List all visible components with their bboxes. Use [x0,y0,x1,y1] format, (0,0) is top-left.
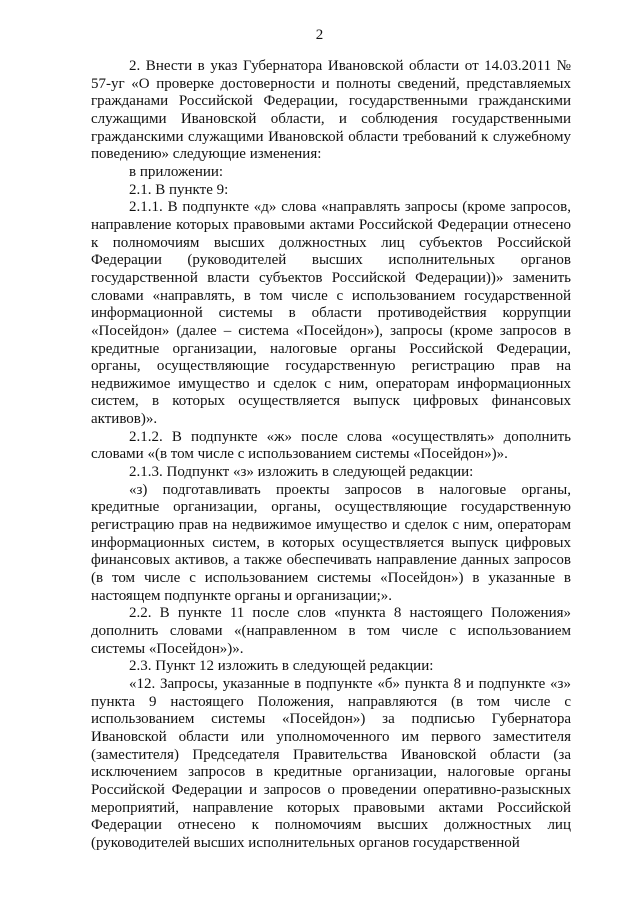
document-body [91,58,571,853]
paragraph-point-12: «12. Запросы, указанные в подпункте «б» пункта 8 и подпункте «з» пункта 9 настоящего Положения, направляются (в том числе с использованием системы «Посейдон») за подписью Губернатора Ивановской области или уполномоченного им первого заместителя (заместителя) Председателя Правительства Ивановской области (за исключением запросов в кредитные организации, налоговые органы Российской Федерации и запросов о проведении оперативно-разыскных мероприятий, направление которых правовыми актами Российской Федерации отнесено к полномочиям высших должностных лиц (руководителей высших исполнительных органов государственной [91,675,571,851]
paragraph-in-appendix: в приложении: [129,163,224,180]
paragraph-2-1-1: 2.1.1. В подпункте «д» слова «направлять запросы (кроме запросов, направление которых правовыми актами Российской Федерации отнесено к полномочиям высших должностных лиц субъектов Российской Федерации (руководителей высших исполнительных органов государственной власти субъектов Российской Федерации))» заменить словами «направлять, в том числе с использованием государственной информационной системы в области противодействия коррупции «Посейдон» (далее – система «Посейдон»), запросы (кроме запросов в кредитные организации, налоговые органы Российской Федерации, органы, осуществляющие государственную регистрацию прав на недвижимое имущество и сделок с ним, операторам информационных систем, в которых осуществляется выпуск цифровых финансовых активов)». [91,199,571,428]
paragraph-2-2: 2.2. В пункте 11 после слов «пункта 8 настоящего Положения» дополнить словами «(направленном в том числе с использованием системы «Посейдон»)». [91,605,571,657]
paragraph-2-3: 2.3. Пункт 12 изложить в следующей редакции: [129,658,434,675]
page-number: 2 [315,27,324,43]
paragraph-intro: 2. Внести в указ Губернатора Ивановской области от 14.03.2011 № 57-уг «О проверке достоверности и полноты сведений, представляемых гражданами Российской Федерации, государственными гражданскими служащими Ивановской области, и соблюдения государственными гражданскими служащими Ивановской области требований к служебному поведению» следующие изменения: [91,58,571,163]
paragraph-2-1-3: 2.1.3. Подпункт «з» изложить в следующей редакции: [129,464,474,481]
paragraph-subpoint-z: «з) подготавливать проекты запросов в налоговые органы, кредитные организации, органы, осуществляющие государственную регистрацию прав на недвижимое имущество и сделок с ним, операторам информационных систем, в которых осуществляется выпуск цифровых финансовых активов, а также обеспечивать направление данных запросов (в том числе с использованием системы «Посейдон») в указанные в настоящем подпункте органы и организации;». [91,481,571,604]
paragraph-2-1: 2.1. В пункте 9: [129,181,229,198]
paragraph-2-1-2: 2.1.2. В подпункте «ж» после слова «осуществлять» дополнить словами «(в том числе с использованием системы «Посейдон»)». [91,428,571,463]
